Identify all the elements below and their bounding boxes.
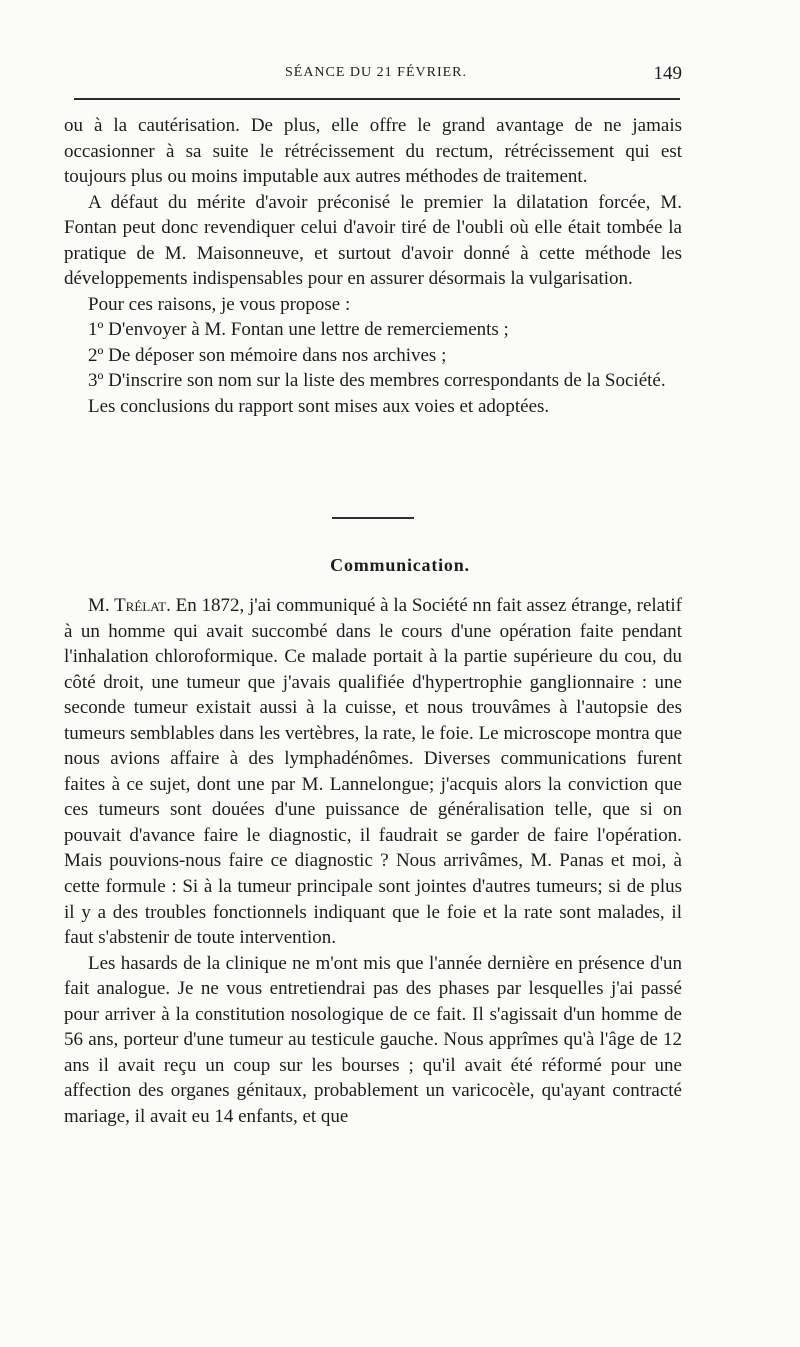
- section-divider: [332, 517, 414, 519]
- header-rule: [74, 98, 680, 100]
- paragraph-communication-opening: [64, 593, 682, 951]
- speaker-name: M. Trélat.: [88, 595, 171, 616]
- paragraph-fontan-merit: A défaut du mérite d'avoir préconisé le premier la dilatation forcée, M. Fontan peut donc revendiquer celui d'avoir tiré de l'oubli où elle était tombée la pratique de M. Maisonneuve, et surtout d'avoir donné à cette méthode les développements indispensables pour en assurer désormais la vulgarisation.: [64, 191, 682, 290]
- paragraph-adoption: Les conclusions du rapport sont mises aux voies et adoptées.: [88, 396, 550, 418]
- section-title: Communication.: [330, 555, 470, 575]
- paragraph-proposal-intro: Pour ces raisons, je vous propose :: [88, 293, 351, 315]
- paragraph-communication-text: En 1872, j'ai communiqué à la Société nn fait assez étrange, relatif à un homme qui avait succombé dans le cours d'une opération faite pendant l'inhalation chloroformique. Ce malade portait à la partie supérieure du cou, du côté droit, une tumeur que j'avais qualifiée d'hypertrophie ganglionnaire : une seconde tumeur existait aussi à la cuisse, et nous trouvâmes à l'autopsie des tumeurs semblables dans les vertèbres, la rate, le foie. Le microscope montra que nous avions affaire à des lymphadénômes. Diverses communications furent faites à ce sujet, dont une par M. Lannelongue; j'acquis alors la conviction que ces tumeurs sont douées d'une puissance de généralisation telle, que si on pouvait d'avance faire le diagnostic, il faudrait se garder de faire l'opération. Mais pouvions-nous faire ce diagnostic ? Nous arrivâmes, M. Panas et moi, à cette formule : Si à la tumeur principale sont jointes d'autres tumeurs; si de plus il y a des troubles fonctionnels indiquant que le foie et la rate sont malades, il faut s'abstenir de toute intervention.: [64, 595, 682, 949]
- communication-block: [64, 593, 682, 1129]
- running-title: SÉANCE DU 21 FÉVRIER.: [284, 65, 467, 80]
- report-conclusion-block: [64, 113, 682, 420]
- proposal-item-2: 2º De déposer son mémoire dans nos archives ;: [88, 344, 447, 366]
- paragraph-clinical-case: Les hasards de la clinique ne m'ont mis que l'année dernière en présence d'un fait analogue. Je ne vous entretiendrai pas des phases par lesquelles j'ai passé pour arriver à la constitution nosologique de ce fait. Il s'agissait d'un homme de 56 ans, porteur d'une tumeur au testicule gauche. Nous apprîmes qu'à l'âge de 12 ans il avait reçu un coup sur les bourses ; qu'il avait été réformé pour une affection des organes génitaux, probablement un varicocèle, qu'ayant contracté mariage, il avait eu 14 enfants, et que: [64, 952, 682, 1127]
- running-header: [70, 62, 682, 86]
- proposal-item-3: 3º D'inscrire son nom sur la liste des membres correspondants de la Société.: [88, 370, 666, 392]
- paragraph-continuation: ou à la cautérisation. De plus, elle offre le grand avantage de ne jamais occasionner à sa suite le rétrécissement du rectum, rétrécissement qui est toujours plus ou moins imputable aux autres méthodes de traitement.: [64, 115, 682, 188]
- proposal-item-1: 1º D'envoyer à M. Fontan une lettre de remerciements ;: [88, 319, 509, 341]
- page-number: 149: [653, 63, 682, 84]
